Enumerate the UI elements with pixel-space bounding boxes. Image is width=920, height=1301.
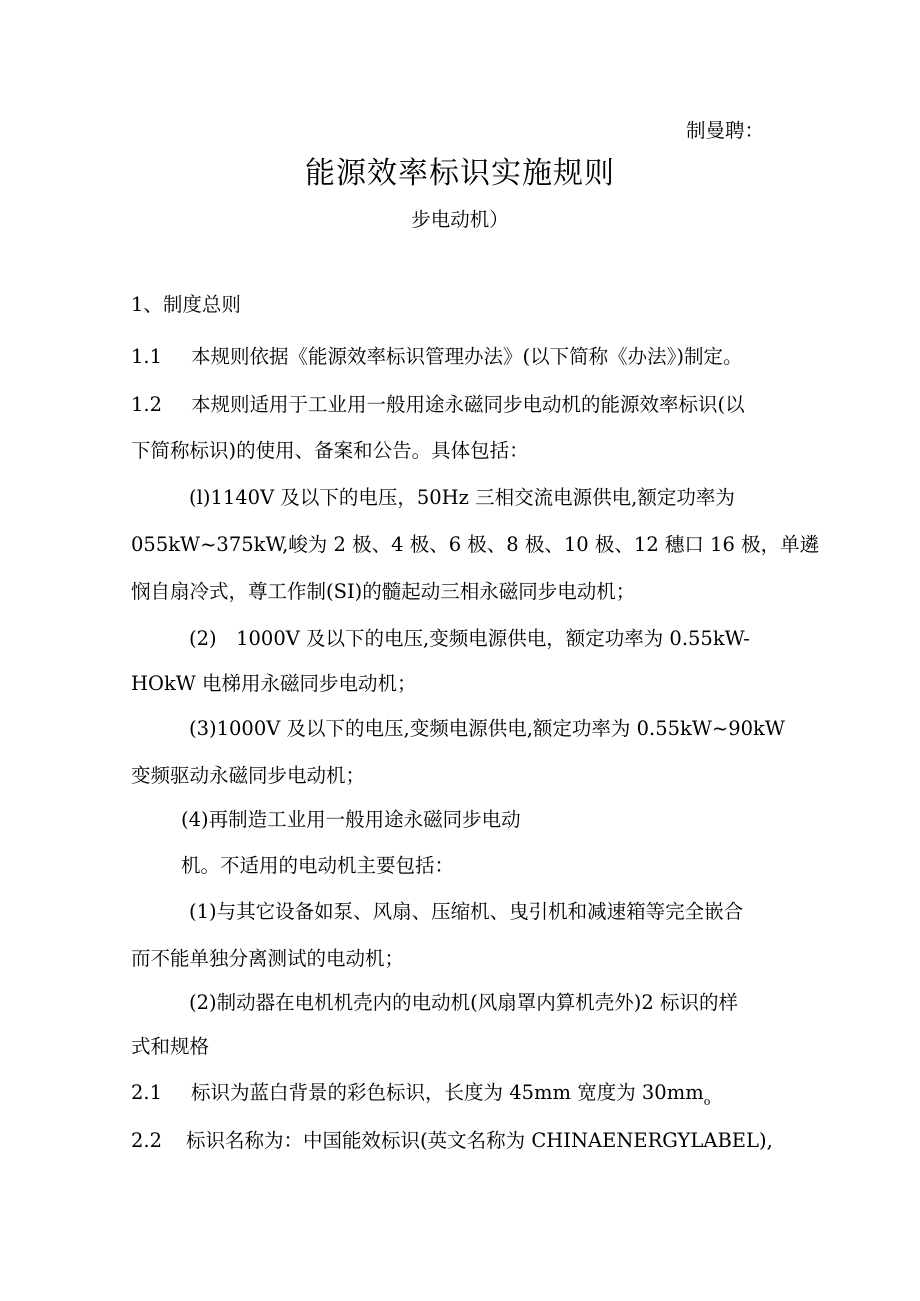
- exclusion-2-line-1: (2)制动器在电机机壳内的电动机(风扇罩内算机壳外)2 标识的样: [189, 991, 738, 1014]
- clause-number: 2.1: [131, 1081, 163, 1104]
- item-4-line-2: 机。不适用的电动机主要包括：: [181, 854, 455, 877]
- clause-text: 标识为蓝白背景的彩色标识，长度为 45mm 宽度为 30mm: [191, 1081, 704, 1104]
- clause-text: 本规则适用于工业用一般用途永磁同步电动机的能源效率标识(以: [191, 393, 745, 416]
- clause-2-1: [131, 1081, 710, 1114]
- clause-number: 1.1: [131, 345, 163, 368]
- exclusion-2-line-2: 式和规格: [131, 1035, 210, 1058]
- clause-number: 2.2: [131, 1129, 163, 1152]
- page-title: 能源效率标识实施规则: [305, 156, 615, 191]
- header-label: 制曼聘：: [685, 119, 764, 142]
- clause-1-1: [131, 345, 742, 369]
- clause-number: 1.2: [131, 393, 163, 416]
- item-1-line-2: 055kW~375kW,峻为 2 极、4 极、6 极、8 极、10 极、12 穗口 16 极，单遴: [131, 533, 820, 556]
- item-1-line-3: 悯自扇冷式，尊工作制(SI)的髓起动三相永磁同步电动机；: [131, 580, 636, 603]
- clause-tail: o: [703, 1095, 711, 1108]
- section-1-heading: 1、制度总则: [131, 293, 241, 316]
- exclusion-1-line-2: 而不能单独分离测试的电动机；: [131, 947, 405, 970]
- item-2-line-1: (2) 1000V 及以下的电压,变频电源供电，额定功率为 0.55kW-: [189, 627, 750, 650]
- page-subtitle: 步电动机）: [411, 208, 509, 231]
- item-2-line-2: HOkW 电梯用永磁同步电动机；: [131, 672, 417, 695]
- clause-1-2-line-1: [131, 393, 745, 417]
- item-3-line-1: (3)1000V 及以下的电压,变频电源供电,额定功率为 0.55kW~90kW: [189, 717, 785, 740]
- clause-2-2: [131, 1129, 773, 1153]
- clause-text: 本规则依据《能源效率标识管理办法》(以下简称《办法》)制定。: [191, 345, 743, 368]
- clause-text: 标识名称为：中国能效标识(英文名称为 CHINAENERGYLABEL),: [186, 1129, 773, 1152]
- item-3-line-2: 变频驱动永磁同步电动机；: [131, 764, 366, 787]
- item-1-line-1: (l)1140V 及以下的电压，50Hz 三相交流电源供电,额定功率为: [189, 486, 735, 509]
- item-4-line-1: (4)再制造工业用一般用途永磁同步电动: [181, 808, 521, 831]
- exclusion-1-line-1: (1)与其它设备如泵、风扇、压缩机、曳引机和减速箱等完全嵌合: [189, 900, 744, 923]
- clause-1-2-line-2: 下简称标识)的使用、备案和公告。具体包括：: [131, 439, 529, 462]
